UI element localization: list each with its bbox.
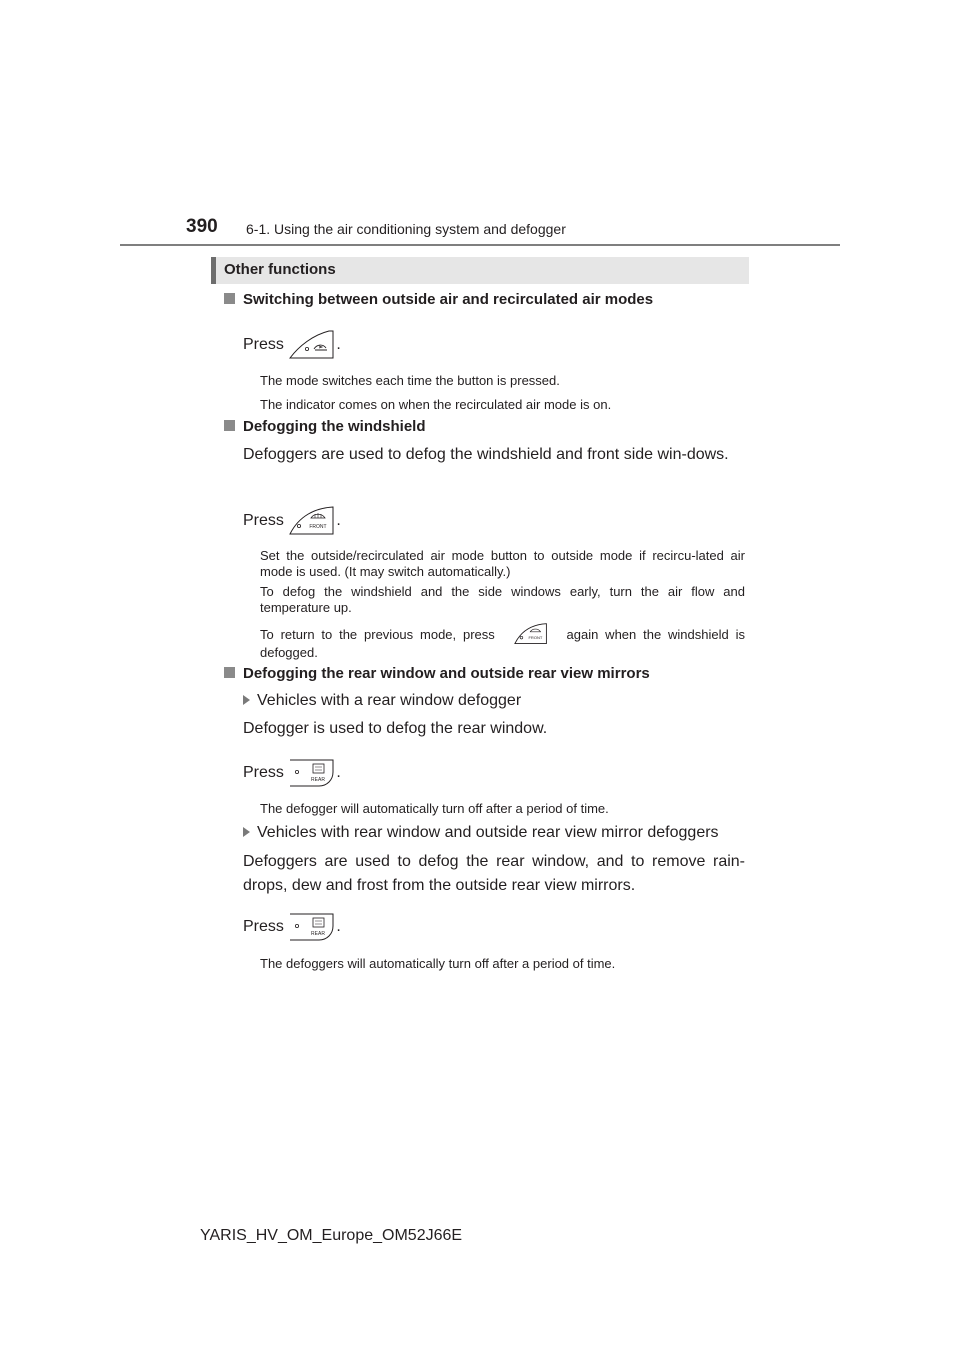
rear-case1-press-line: Press REAR . [243,758,341,788]
section-bar-stripe [211,257,216,284]
square-bullet-icon [224,420,235,431]
svg-text:REAR: REAR [311,777,326,783]
windshield-body: Defoggers are used to defog the windshield and front side win-dows. [243,446,729,463]
triangle-bullet-icon [243,827,250,837]
chapter-title: 6-1. Using the air conditioning system and defogger [246,221,566,237]
rear-case1-title: Vehicles with a rear window defogger [243,689,521,712]
front-defogger-button-icon [289,506,335,536]
windshield-press-line: Press FRONT . [243,506,341,536]
square-bullet-icon [224,293,235,304]
svg-text:REAR: REAR [311,931,326,937]
rear-case2-title: Vehicles with rear window and outside rear view mirror defoggers [243,821,719,844]
section-title: Other functions [224,261,336,278]
section-title-bar [211,257,749,284]
svg-text:FRONT: FRONT [309,524,327,530]
rear-case1-note: The defogger will automatically turn off after a period of time. [260,801,609,816]
rear-case1-body: Defogger is used to defog the rear window. [243,720,548,737]
windshield-heading: Defogging the windshield [224,418,426,435]
recirc-note-1: The mode switches each time the button is pressed. [260,373,560,388]
svg-text:FRONT: FRONT [528,635,542,641]
windshield-note-3: To return to the previous mode, press FRONT again when the windshield is defogged. [260,623,745,661]
triangle-bullet-icon [243,695,250,705]
rear-heading: Defogging the rear window and outside rear view mirrors [224,665,650,682]
rear-case2-body: Defoggers are used to defog the rear window, and to remove rain-drops, dew and frost from the outside rear view mirrors. [243,853,745,894]
rear-case2-note: The defoggers will automatically turn off after a period of time. [260,956,616,971]
front-defogger-button-icon [510,623,552,645]
windshield-note-1: Set the outside/recirculated air mode button to outside mode if recircu-lated air mode is used. (It may switch automatically.) [260,548,745,579]
windshield-note-2: To defog the windshield and the side windows early, turn the air flow and temperature up. [260,584,745,615]
square-bullet-icon [224,667,235,678]
page-number: 390 [186,216,218,237]
footer-doc-code: YARIS_HV_OM_Europe_OM52J66E [200,1227,463,1244]
recirc-note-2: The indicator comes on when the recirculated air mode is on. [260,397,612,412]
recirc-press-line: Press . [243,330,341,360]
rear-case2-press-line: Press REAR . [243,912,341,942]
recirculate-air-button-icon [289,330,335,360]
rear-defogger-button-icon [289,758,335,788]
header-rule [120,244,840,246]
recirc-heading: Switching between outside air and recirculated air modes [224,291,653,308]
rear-defogger-button-icon [289,912,335,942]
